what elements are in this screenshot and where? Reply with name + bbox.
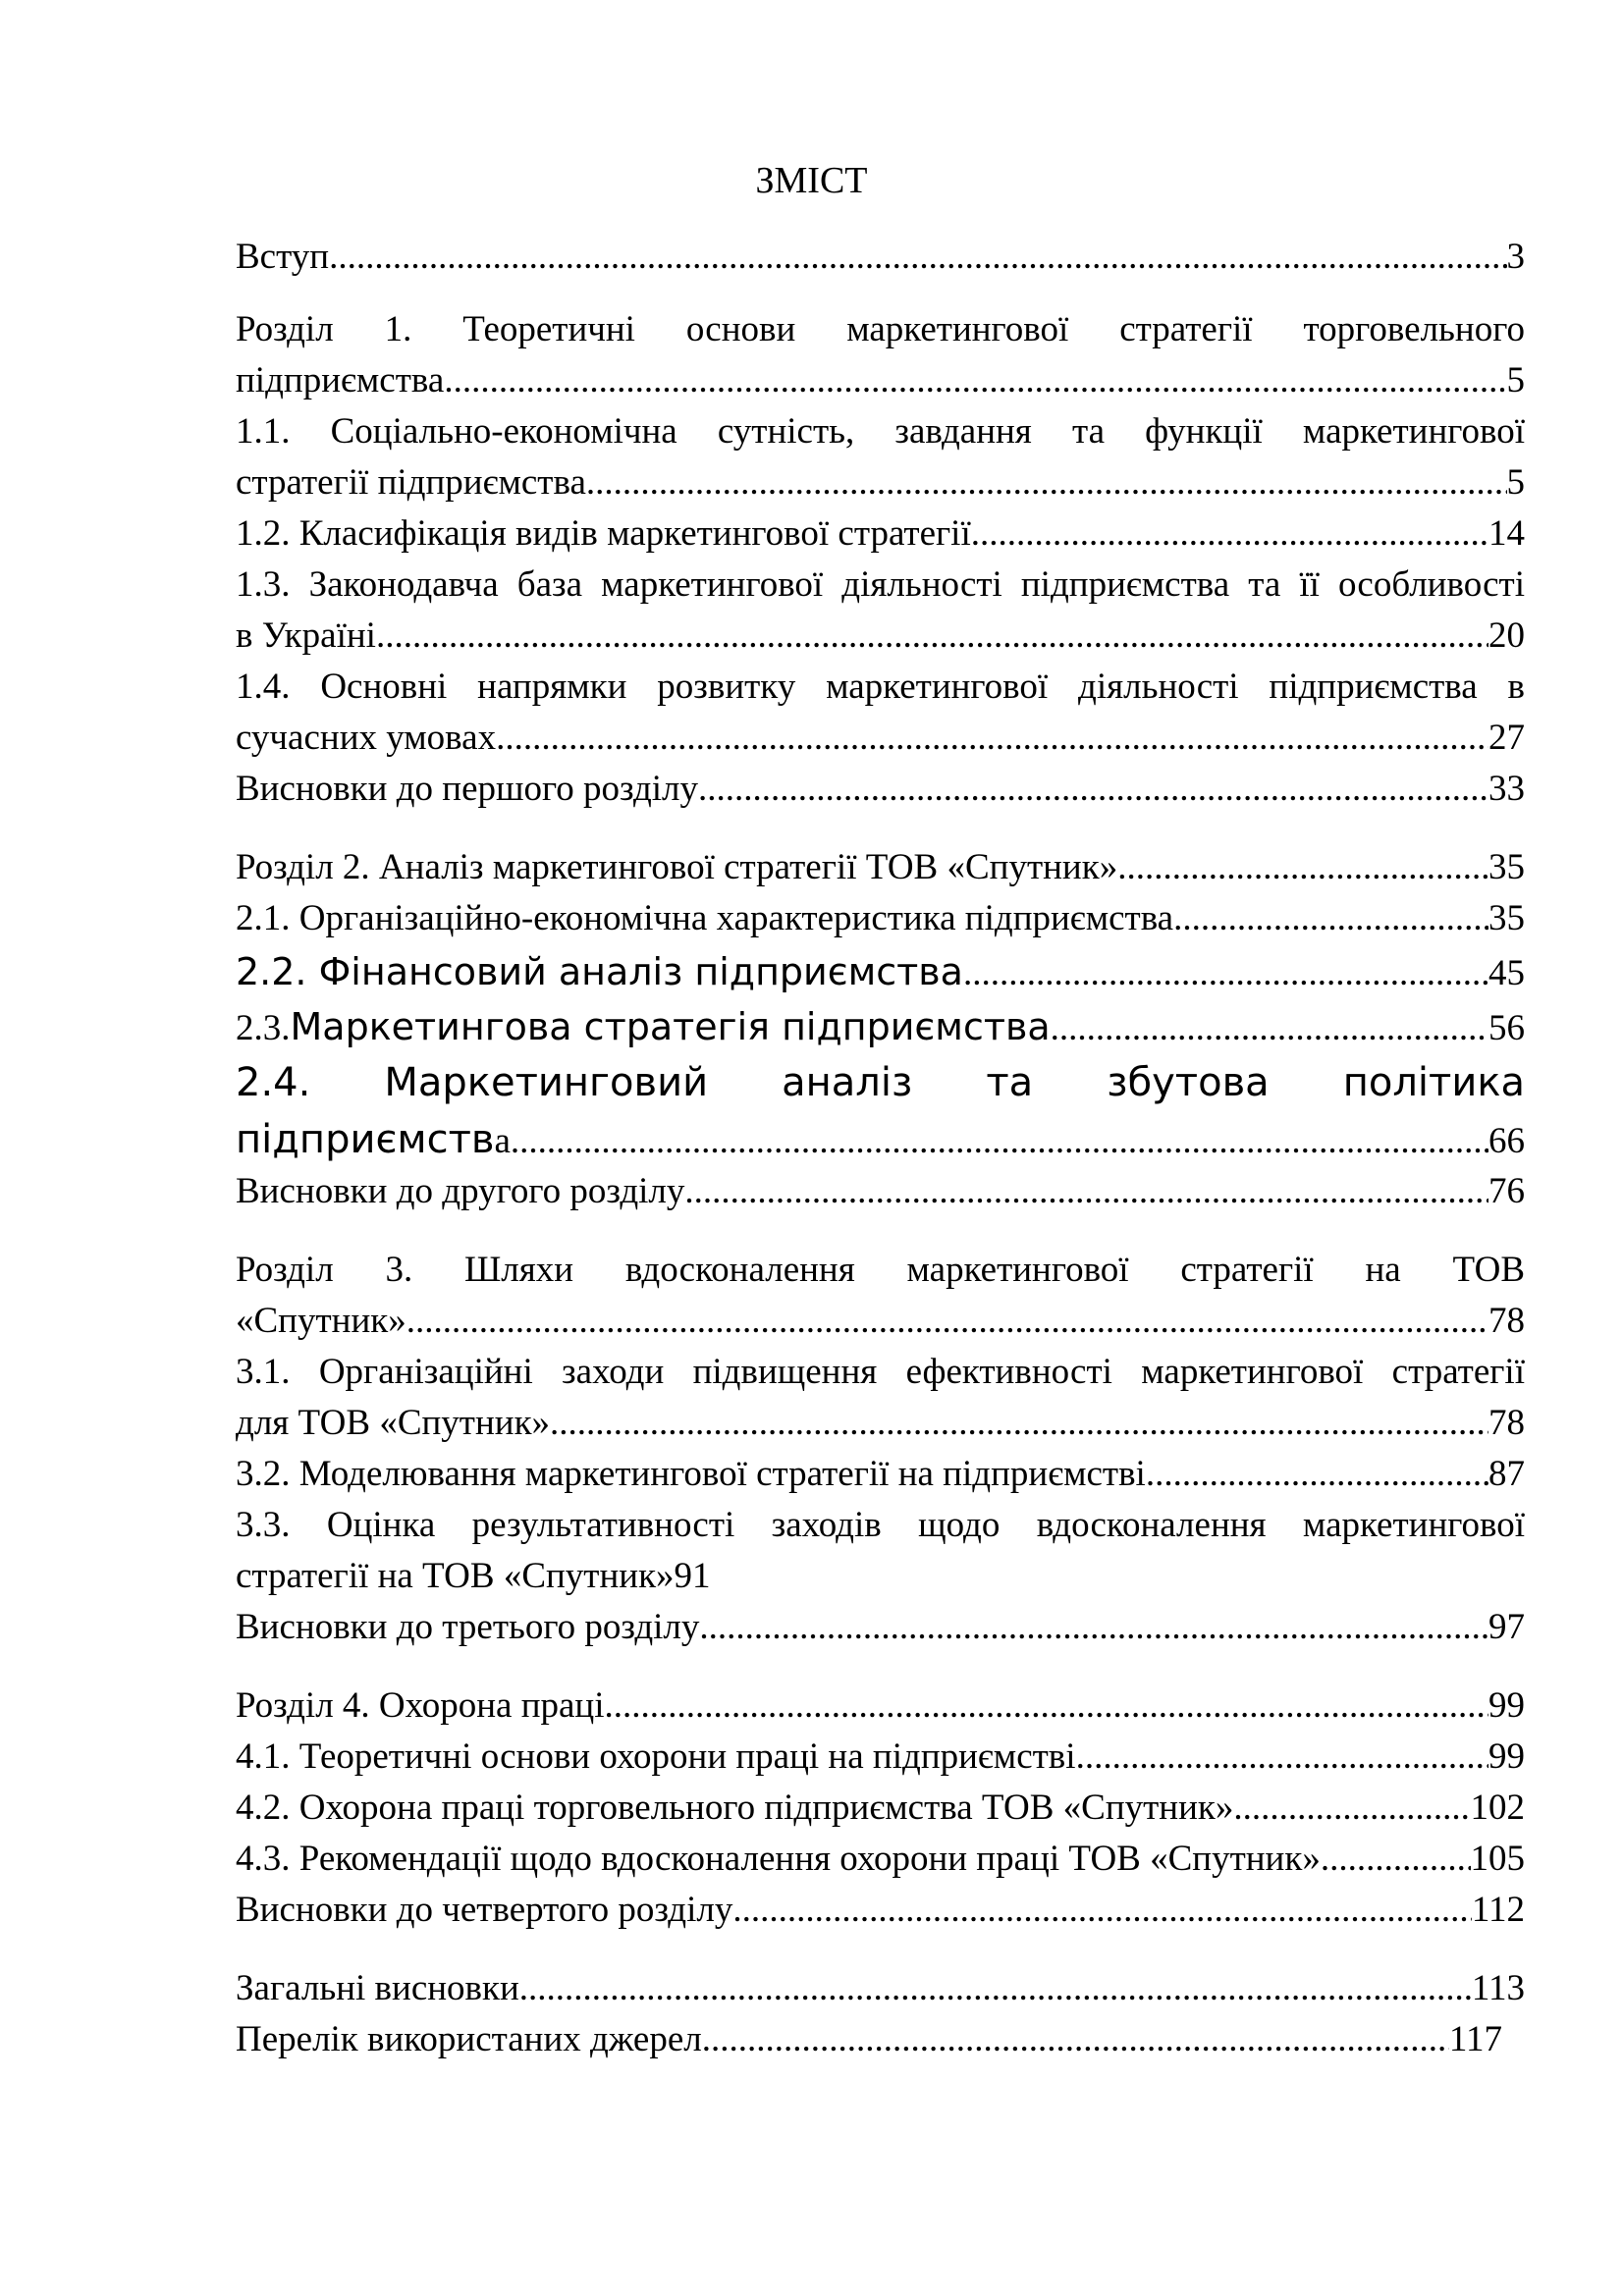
toc-entry-2-4 bbox=[236, 1054, 1525, 1168]
toc-entry-2-1 bbox=[236, 893, 1525, 944]
toc-line bbox=[236, 1602, 1525, 1653]
toc-leader bbox=[550, 1398, 1488, 1449]
toc-entry-conclusions-2 bbox=[236, 1166, 1525, 1217]
page-title: ЗМІСТ bbox=[755, 160, 868, 201]
toc-line bbox=[236, 1111, 1525, 1168]
toc-line: 1.3. Законодавча база маркетингової діяльності підприємства та її особливості bbox=[236, 564, 1525, 605]
toc-entry-chapter-3 bbox=[236, 1245, 1525, 1347]
toc-leader bbox=[511, 1113, 1488, 1170]
toc-leader bbox=[699, 1602, 1488, 1653]
toc-line: 1.4. Основні напрямки розвитку маркетингової діяльності підприємства в bbox=[236, 667, 1525, 707]
toc-line bbox=[236, 1681, 1525, 1732]
toc-entry-title: сучасних умовах bbox=[236, 718, 497, 758]
toc-entry-title: Маркетингова стратегія підприємства bbox=[290, 1005, 1051, 1048]
toc-entry-title: Висновки до четвертого розділу bbox=[236, 1890, 733, 1930]
toc-page-number: 5 bbox=[1506, 462, 1525, 503]
toc-page-number: 78 bbox=[1488, 1403, 1525, 1443]
toc-entry-intro bbox=[236, 232, 1525, 283]
toc-page-number: 112 bbox=[1471, 1890, 1525, 1930]
toc-leader bbox=[1173, 893, 1488, 944]
toc-page-number: 102 bbox=[1470, 1788, 1525, 1828]
toc-page-number: 5 bbox=[1506, 360, 1525, 400]
toc-leader bbox=[1117, 842, 1488, 893]
toc-entry-title: підприємств bbox=[236, 1117, 495, 1162]
toc-entry-conclusions-1 bbox=[236, 764, 1525, 815]
toc-entry-title: Перелік використаних джерел bbox=[236, 2019, 702, 2059]
toc-line: Розділ 3. Шляхи вдосконалення маркетингової стратегії на ТОВ bbox=[236, 1250, 1525, 1290]
toc-leader bbox=[406, 1296, 1488, 1347]
toc-page-number: 105 bbox=[1470, 1839, 1525, 1879]
toc-line bbox=[236, 1166, 1525, 1217]
toc-entry-1-3 bbox=[236, 560, 1525, 662]
toc-entry-title-suffix: а bbox=[494, 1121, 511, 1161]
toc-line bbox=[236, 1885, 1525, 1936]
toc-line: стратегії на ТОВ «Спутник»91 bbox=[236, 1556, 711, 1596]
toc-entry-3-1 bbox=[236, 1347, 1525, 1449]
toc-page-number: 87 bbox=[1488, 1454, 1525, 1494]
toc-entry-4-3 bbox=[236, 1834, 1525, 1885]
toc-entry-conclusions-4 bbox=[236, 1885, 1525, 1936]
toc-leader bbox=[1051, 1001, 1488, 1056]
toc-entry-2-2 bbox=[236, 944, 1525, 999]
toc-line bbox=[236, 355, 1525, 406]
toc-entry-2-3 bbox=[236, 999, 1525, 1054]
toc-page-number: 97 bbox=[1488, 1607, 1525, 1647]
toc-line bbox=[236, 2014, 1502, 2065]
toc-entry-title: Висновки до першого розділу bbox=[236, 769, 699, 809]
toc-line bbox=[236, 1398, 1525, 1449]
toc-page-number: 20 bbox=[1488, 615, 1525, 656]
toc-entry-title: Висновки до третього розділу bbox=[236, 1607, 700, 1647]
toc-entry-title: Висновки до другого розділу bbox=[236, 1171, 685, 1211]
toc-line bbox=[236, 842, 1525, 893]
toc-line bbox=[236, 1834, 1525, 1885]
toc-line bbox=[236, 1783, 1525, 1834]
toc-page-number: 99 bbox=[1488, 1736, 1525, 1777]
toc-line bbox=[236, 1732, 1525, 1783]
toc-leader bbox=[684, 1166, 1488, 1217]
toc-entry-title: Розділ 2. Аналіз маркетингової стратегії ТОВ «Спутник» bbox=[236, 847, 1118, 887]
toc-leader bbox=[1233, 1783, 1470, 1834]
toc-line bbox=[236, 1449, 1525, 1500]
toc-entry-title: Розділ 4. Охорона праці bbox=[236, 1685, 605, 1726]
toc-line bbox=[236, 1296, 1525, 1347]
toc-page-number: 117 bbox=[1448, 2019, 1502, 2059]
toc-leader bbox=[702, 2014, 1449, 2065]
toc-entry-4-2 bbox=[236, 1783, 1525, 1834]
toc-entry-3-2 bbox=[236, 1449, 1525, 1500]
toc-page-number: 33 bbox=[1488, 769, 1525, 809]
toc-line bbox=[236, 713, 1525, 764]
toc-entry-general-conclusions bbox=[236, 1963, 1525, 2014]
toc-leader bbox=[586, 457, 1507, 508]
toc-page-number: 76 bbox=[1488, 1171, 1525, 1211]
toc-leader bbox=[698, 764, 1488, 815]
toc-entry-references bbox=[236, 2014, 1502, 2065]
toc-line: Розділ 1. Теоретичні основи маркетингової стратегії торговельного bbox=[236, 309, 1525, 349]
toc-entry-4-1 bbox=[236, 1732, 1525, 1783]
toc-entry-title: 2.1. Організаційно-економічна характеристика підприємства bbox=[236, 898, 1174, 938]
toc-entry-title: «Спутник» bbox=[236, 1301, 406, 1341]
toc-leader bbox=[963, 946, 1488, 1001]
toc-page-number: 35 bbox=[1488, 847, 1525, 887]
toc-entry-title: 2.2. Фінансовий аналіз підприємства bbox=[236, 950, 963, 993]
toc-page-number: 66 bbox=[1488, 1121, 1525, 1161]
toc-entry-title: 4.3. Рекомендації щодо вдосконалення охорони праці ТОВ «Спутник» bbox=[236, 1839, 1321, 1879]
toc-entry-3-3 bbox=[236, 1500, 1525, 1602]
toc-entry-title: Вступ bbox=[236, 237, 330, 277]
toc-leader bbox=[329, 232, 1506, 283]
toc-entry-1-1 bbox=[236, 406, 1525, 508]
toc-line: 3.1. Організаційні заходи підвищення ефективності маркетингової стратегії bbox=[236, 1352, 1525, 1392]
toc-leader bbox=[496, 713, 1488, 764]
toc-entry-title: 4.1. Теоретичні основи охорони праці на підприємстві bbox=[236, 1736, 1076, 1777]
toc-line bbox=[236, 1963, 1525, 2014]
toc-line bbox=[236, 893, 1525, 944]
toc-leader bbox=[1321, 1834, 1471, 1885]
toc-leader bbox=[605, 1681, 1488, 1732]
toc-entry-number: 2.3. bbox=[236, 1008, 291, 1048]
toc-leader bbox=[1076, 1732, 1488, 1783]
toc-page-number: 56 bbox=[1488, 1008, 1525, 1048]
toc-leader bbox=[971, 508, 1488, 560]
toc-page-number: 99 bbox=[1488, 1685, 1525, 1726]
toc-leader bbox=[732, 1885, 1471, 1936]
toc-entry-title: 1.2. Класифікація видів маркетингової стратегії bbox=[236, 513, 971, 554]
toc-page-number: 3 bbox=[1506, 237, 1525, 277]
toc-entry-title: підприємства bbox=[236, 360, 445, 400]
toc-leader bbox=[1146, 1449, 1488, 1500]
toc-line: 1.1. Соціально-економічна сутність, завдання та функції маркетингової bbox=[236, 411, 1525, 452]
toc-line bbox=[236, 508, 1525, 560]
toc-leader bbox=[444, 355, 1506, 406]
toc-line bbox=[236, 611, 1525, 662]
toc-leader bbox=[519, 1963, 1472, 2014]
toc-page-number: 27 bbox=[1488, 718, 1525, 758]
toc-line: 2.4. Маркетинговий аналіз та збутова політика bbox=[236, 1060, 1525, 1105]
toc-entry-1-2 bbox=[236, 508, 1525, 560]
toc-entry-chapter-1 bbox=[236, 304, 1525, 406]
toc-entry-title: в Україні bbox=[236, 615, 376, 656]
toc-entry-chapter-4 bbox=[236, 1681, 1525, 1732]
toc-entry-1-4 bbox=[236, 662, 1525, 764]
toc-page-number: 113 bbox=[1471, 1968, 1525, 2008]
toc-entry-conclusions-3 bbox=[236, 1602, 1525, 1653]
toc-page-number: 14 bbox=[1488, 513, 1525, 554]
toc-entry-title: 3.2. Моделювання маркетингової стратегії на підприємстві bbox=[236, 1454, 1146, 1494]
toc-line bbox=[236, 764, 1525, 815]
toc-line: 3.3. Оцінка результативності заходів щодо вдосконалення маркетингової bbox=[236, 1505, 1525, 1545]
toc-entry-title: Загальні висновки bbox=[236, 1968, 519, 2008]
toc-page-number: 45 bbox=[1488, 953, 1525, 993]
toc-page-number: 78 bbox=[1488, 1301, 1525, 1341]
toc-page-number: 35 bbox=[1488, 898, 1525, 938]
toc-entry-title: для ТОВ «Спутник» bbox=[236, 1403, 551, 1443]
toc-line bbox=[236, 999, 1525, 1054]
toc-entry-chapter-2 bbox=[236, 842, 1525, 893]
toc-line bbox=[236, 944, 1525, 999]
toc-entry-title: стратегії підприємства bbox=[236, 462, 586, 503]
toc-line bbox=[236, 457, 1525, 508]
toc-entry-title: 4.2. Охорона праці торговельного підприємства ТОВ «Спутник» bbox=[236, 1788, 1234, 1828]
toc-line bbox=[236, 232, 1525, 283]
toc-leader bbox=[376, 611, 1488, 662]
